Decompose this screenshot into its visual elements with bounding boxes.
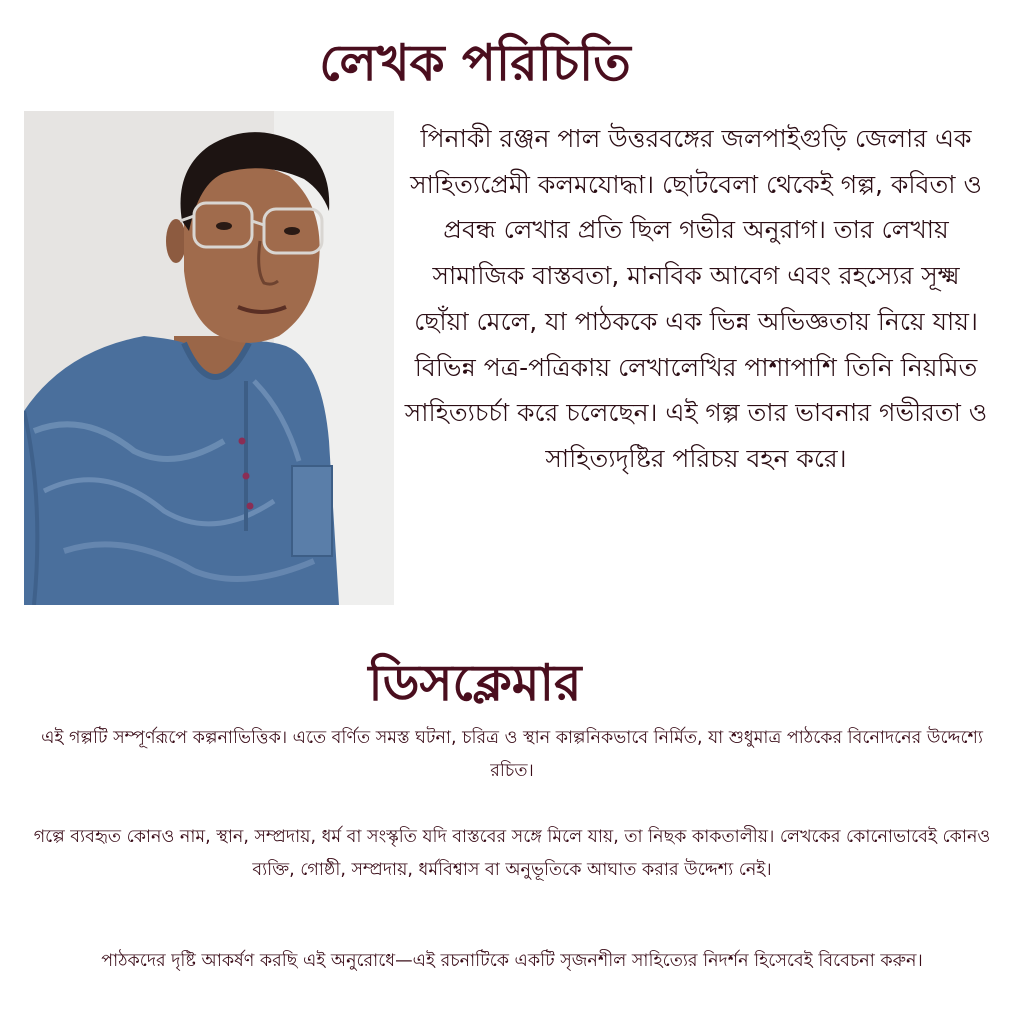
author-portrait-icon bbox=[24, 111, 394, 605]
author-photo bbox=[24, 111, 394, 605]
disclaimer-paragraph: পাঠকদের দৃষ্টি আকর্ষণ করছি এই অনুরোধে—এই রচনাটিকে একটি সৃজনশীল সাহিত্যের নিদর্শন হিসেবেই বিবেচনা করুন। bbox=[101, 951, 923, 971]
author-bio: পিনাকী রঞ্জন পাল উত্তরবঙ্গের জলপাইগুড়ি জেলার এক সাহিত্যপ্রেমী কলমযোদ্ধা। ছোটবেলা থেকেই গল্প, কবিতা ও প্রবন্ধ লেখার প্রতি ছিল গভীর অনুরাগ। তার লেখায় সামাজিক বাস্তবতা, মানবিক আবেগ এবং রহস্যের সূক্ষ্ম ছোঁয়া মেলে, যা পাঠককে এক ভিন্ন অভিজ্ঞতায় নিয়ে যায়। বিভিন্ন পত্র-পত্রিকায় লেখালেখির পাশাপাশি তিনি নিয়মিত সাহিত্যচর্চা করে চলেছেন। এই গল্প তার ভাবনার গভীরতা ও সাহিত্যদৃষ্টির পরিচয় বহন করে। bbox=[404, 124, 988, 473]
disclaimer-paragraph: এই গল্পটি সম্পূর্ণরূপে কল্পনাভিত্তিক। এতে বর্ণিত সমস্ত ঘটনা, চরিত্র ও স্থান কাল্পনিকভাবে নির্মিত, যা শুধুমাত্র পাঠকের বিনোদনের উদ্দেশ্যে রচিত। bbox=[41, 728, 983, 781]
disclaimer-title: ডিসক্লেমার bbox=[368, 654, 582, 712]
author-intro-title: লেখক পরিচিতি bbox=[319, 34, 631, 92]
disclaimer-paragraph: গল্পে ব্যবহৃত কোনও নাম, স্থান, সম্প্রদায়, ধর্ম বা সংস্কৃতি যদি বাস্তবের সঙ্গে মিলে যায়, তা নিছক কাকতালীয়। লেখকের কোনোভাবেই কোনও ব্যক্তি, গোষ্ঠী, সম্প্রদায়, ধর্মবিশ্বাস বা অনুভূতিকে আঘাত করার উদ্দেশ্য নেই। bbox=[33, 827, 991, 880]
